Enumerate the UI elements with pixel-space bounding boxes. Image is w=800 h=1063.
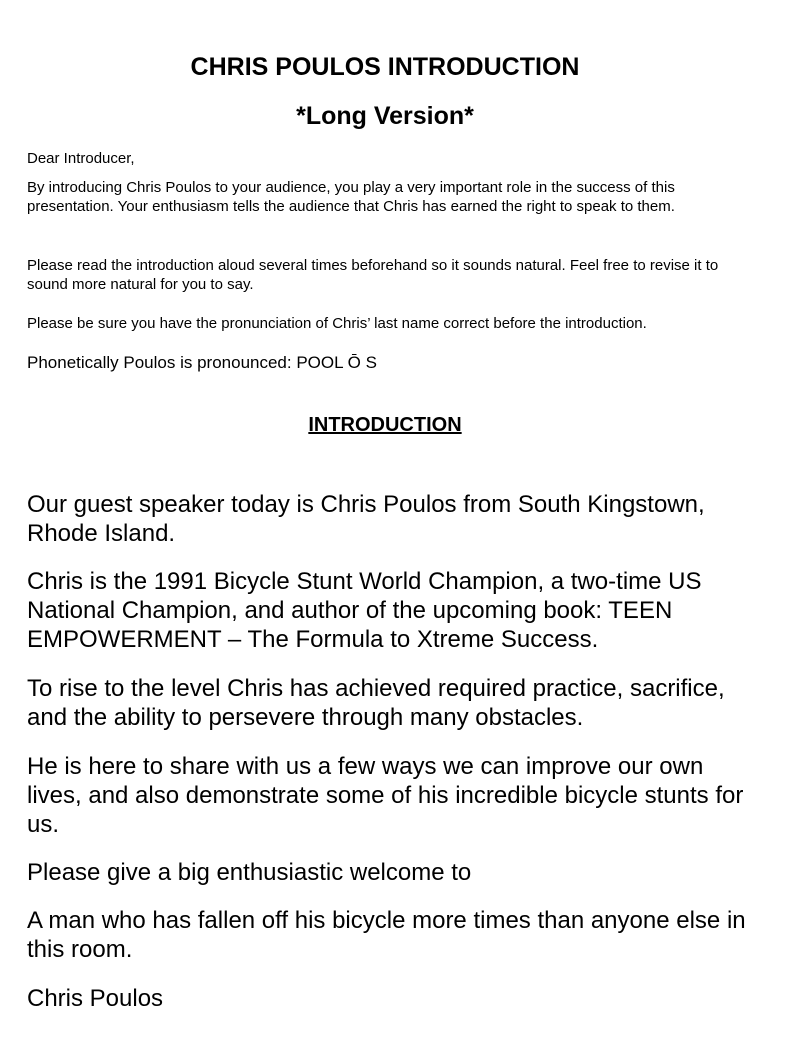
document-subtitle: *Long Version* (296, 102, 474, 130)
introduction-paragraph: Our guest speaker today is Chris Poulos from South Kingstown, Rhode Island. (27, 491, 705, 547)
pronunciation-line: Phonetically Poulos is pronounced: POOL Ō S (27, 353, 377, 372)
introduction-paragraph: Chris is the 1991 Bicycle Stunt World Champion, a two-time US National Champion, and author of the upcoming book: TEEN EMPOWERMENT – The Formula to Xtreme Success. (27, 568, 702, 653)
section-heading: INTRODUCTION (308, 414, 462, 436)
instruction-paragraph: Please be sure you have the pronunciation of Chris’ last name correct before the introduction. (27, 315, 647, 332)
speaker-name: Chris Poulos (27, 985, 164, 1012)
introduction-paragraph: A man who has fallen off his bicycle more times than anyone else in this room. (27, 907, 746, 963)
instruction-paragraph: By introducing Chris Poulos to your audience, you play a very important role in the success of this presentation. Your enthusiasm tells the audience that Chris has earned the right to speak to them. (27, 179, 675, 215)
document-title: CHRIS POULOS INTRODUCTION (190, 53, 580, 81)
salutation: Dear Introducer, (27, 150, 135, 167)
introduction-paragraph: He is here to share with us a few ways we can improve our own lives, and also demonstrate some of his incredible bicycle stunts for us. (27, 753, 744, 838)
instruction-paragraph: Please read the introduction aloud several times beforehand so it sounds natural. Feel free to revise it to sound more natural for you to say. (27, 257, 719, 293)
introduction-paragraph: To rise to the level Chris has achieved required practice, sacrifice, and the ability to persevere through many obstacles. (27, 675, 725, 731)
introduction-paragraph: Please give a big enthusiastic welcome to (27, 859, 472, 886)
